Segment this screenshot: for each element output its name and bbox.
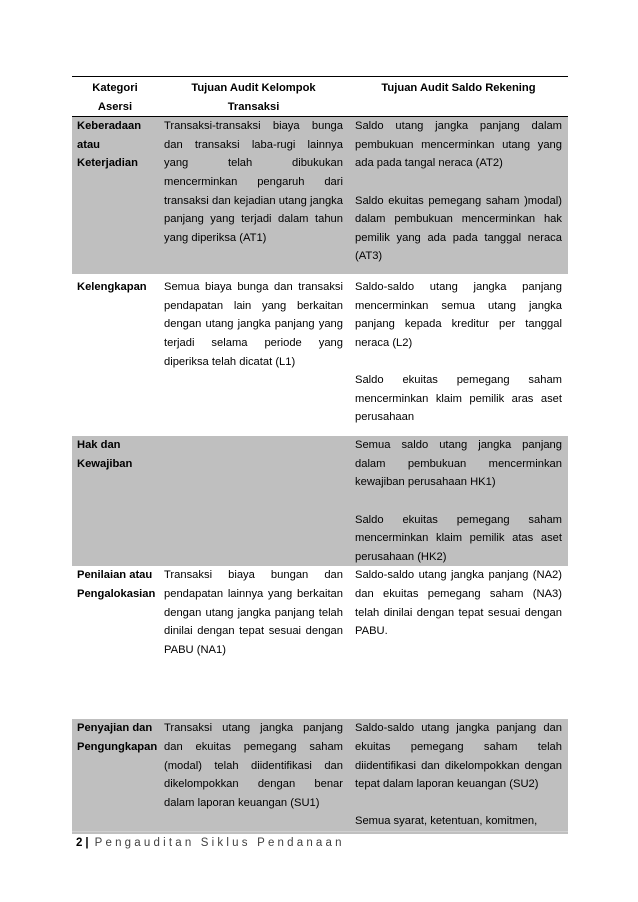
paragraph: Saldo-saldo utang jangka panjang (NA2) dan ekuitas pemegang saham (NA3) telah dinilai dengan tepat sesuai dengan PABU. — [355, 569, 562, 638]
row-balance-objective — [349, 436, 568, 566]
footer-title: Pengauditan Siklus Pendanaan — [94, 837, 345, 849]
paragraph: Saldo ekuitas pemegang saham )modal) dalam pembukuan mencerminkan hak pemilik yang ada pada tanggal neraca (AT3) — [355, 194, 562, 263]
row-category: Penilaian atau Pengalokasian — [77, 569, 156, 600]
paragraph: Saldo ekuitas pemegang saham mencerminkan klaim pemilik atas aset perusahaan (HK2) — [355, 513, 562, 563]
paragraph: Saldo utang jangka panjang dalam pembukuan mencerminkan utang yang ada pada tangal neraca (AT2) — [355, 120, 562, 170]
row-transaction-objective — [158, 117, 349, 275]
paragraph: Semua biaya bunga dan transaksi pendapatan lain yang berkaitan dengan utang jangka panjang yang terjadi selama periode yang diperiksa telah dicatat (L1) — [164, 281, 343, 368]
footer-separator: | — [85, 837, 89, 849]
paragraph: Semua saldo utang jangka panjang dalam pembukuan mencerminkan kewajiban perusahaan HK1) — [355, 439, 562, 489]
page-footer — [76, 837, 345, 849]
row-balance-objective — [349, 719, 568, 834]
row-category: Penyajian dan Pengungkapan — [72, 719, 158, 834]
audit-objectives-table — [72, 76, 568, 834]
table-row — [72, 436, 568, 566]
table-row — [72, 719, 568, 834]
paragraph: Saldo-saldo utang jangka panjang mencerminkan semua utang jangka panjang kepada kreditur per tanggal neraca (L2) — [355, 281, 562, 349]
header-tujuan-transaksi: Tujuan Audit Kelompok Transaksi — [191, 82, 316, 113]
paragraph: Transaksi biaya bungan dan pendapatan lainnya yang berkaitan dengan utang jangka panjang telah dinilai dengan tepat sesuai dengan PABU (NA1) — [164, 569, 343, 656]
table-row — [72, 117, 568, 275]
paragraph: Transaksi utang jangka panjang dan ekuitas pemegang saham (modal) telah diidentifikasi dan dikelompokkan dengan benar dalam laporan keuangan (SU1) — [164, 722, 343, 809]
row-balance-objective — [349, 566, 568, 719]
row-balance-objective — [349, 274, 568, 436]
footer-divider — [72, 831, 568, 832]
paragraph: Semua syarat, ketentuan, komitmen, — [355, 815, 538, 828]
row-transaction-objective — [158, 436, 349, 566]
row-transaction-objective — [158, 274, 349, 436]
paragraph: Saldo-saldo utang jangka panjang dan ekuitas pemegang saham telah diidentifikasi dan dikelompokkan dengan tepat dalam laporan keuangan (SU2) — [355, 722, 562, 791]
table-header-row — [72, 77, 568, 117]
row-transaction-objective — [158, 719, 349, 834]
table-row — [72, 566, 568, 719]
row-category: Hak dan Kewajiban — [72, 436, 158, 566]
paragraph: Transaksi-transaksi biaya bunga dan transaksi laba-rugi lainnya yang telah dibukukan mencerminkan pengaruh dari transaksi dan kejadian utang jangka panjang yang terjadi dalam tahun yang diperiksa (AT1) — [164, 120, 343, 244]
row-category: Kelengkapan — [77, 281, 147, 294]
table-row — [72, 274, 568, 436]
paragraph: Saldo ekuitas pemegang saham mencerminkan klaim pemilik aras aset perusahaan — [355, 374, 562, 424]
row-balance-objective — [349, 117, 568, 275]
header-kategori-asersi: Kategori Asersi — [92, 82, 138, 113]
page-number: 2 — [76, 837, 83, 849]
header-tujuan-saldo: Tujuan Audit Saldo Rekening — [381, 82, 536, 94]
row-category: Keberadaan atau Keterjadian — [72, 117, 158, 275]
row-transaction-objective — [158, 566, 349, 719]
